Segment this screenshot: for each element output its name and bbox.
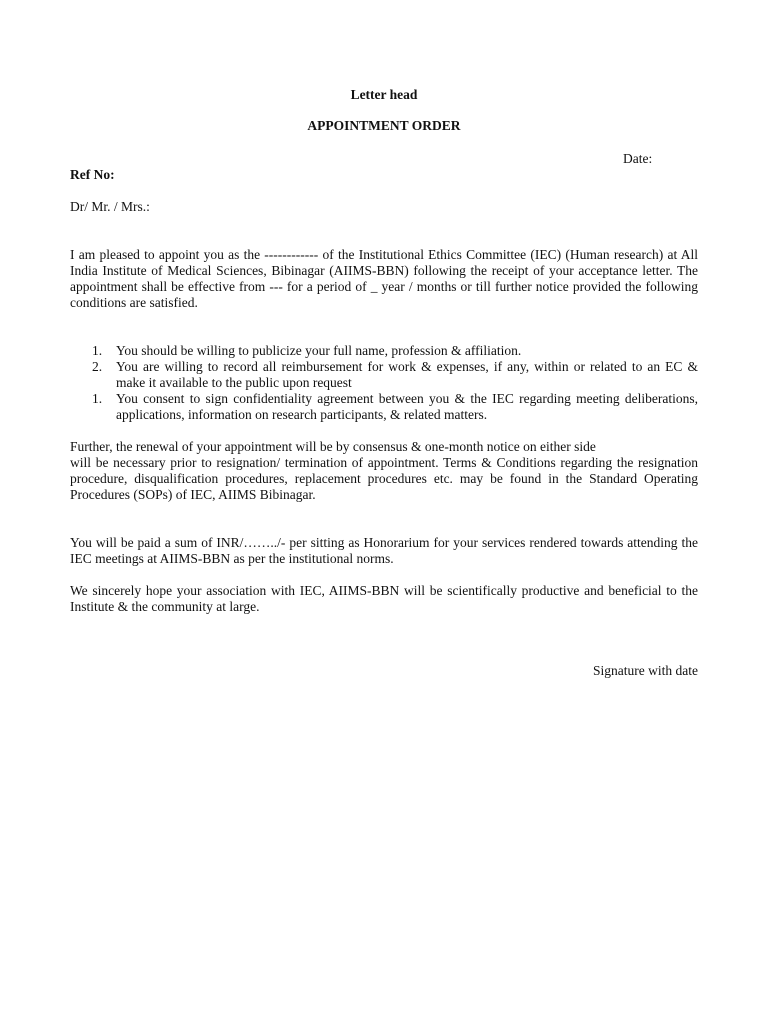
document-title: APPOINTMENT ORDER xyxy=(307,118,461,133)
list-item-number: 1. xyxy=(92,391,103,406)
list-item-number: 1. xyxy=(92,343,103,358)
list-item xyxy=(70,343,698,359)
appointment-paragraph: I am pleased to appoint you as the ------------ of the Institutional Ethics Committee (IEC) (Human research) at All India Institute of Medical Sciences, Bibinagar (AIIMS-BBN) following the receipt of your acceptance letter. The appointment shall be effective from --- for a period of _ year / months or till further notice provided the following conditions are satisfied. xyxy=(70,247,698,310)
letter-head-label: Letter head xyxy=(350,87,418,102)
list-item-number: 2. xyxy=(92,359,103,374)
list-item-text: You consent to sign confidentiality agreement between you & the IEC regarding meeting deliberations, applications, information on research participants, & related matters. xyxy=(116,391,698,422)
list-item-text: You are willing to record all reimbursement for work & expenses, if any, within or related to an EC & make it available to the public upon request xyxy=(116,359,698,390)
signature-label: Signature with date xyxy=(593,663,698,678)
renewal-paragraph-first-line: Further, the renewal of your appointment will be by consensus & one-month notice on either side xyxy=(70,439,596,454)
list-item-text: You should be willing to publicize your full name, profession & affiliation. xyxy=(116,343,522,358)
ref-no-label: Ref No: xyxy=(70,167,115,182)
conditions-list xyxy=(70,343,698,423)
list-item xyxy=(70,359,698,391)
honorarium-paragraph: You will be paid a sum of INR/……../- per sitting as Honorarium for your services rendered towards attending the IEC meetings at AIIMS-BBN as per the institutional norms. xyxy=(70,535,698,566)
list-item xyxy=(70,391,698,423)
date-label: Date: xyxy=(623,151,653,166)
salutation: Dr/ Mr. / Mrs.: xyxy=(70,199,150,214)
closing-paragraph: We sincerely hope your association with IEC, AIIMS-BBN will be scientifically productive and beneficial to the Institute & the community at large. xyxy=(70,583,698,614)
renewal-paragraph: will be necessary prior to resignation/ termination of appointment. Terms & Conditions regarding the resignation procedure, disqualification procedures, replacement procedures etc. may be found in the Standard Operating Procedures (SOPs) of IEC, AIIMS Bibinagar. xyxy=(70,455,698,502)
